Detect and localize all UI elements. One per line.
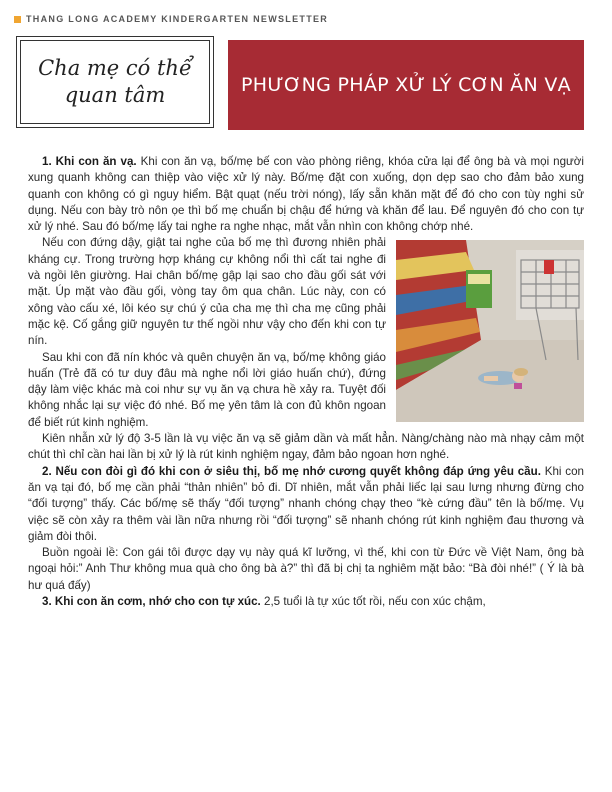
header-bullet-icon [14, 16, 21, 23]
supermarket-tantrum-photo [396, 240, 584, 422]
newsletter-title: THANG LONG ACADEMY KINDERGARTEN NEWSLETTER [26, 14, 329, 24]
paragraph-7-text: 2,5 tuổi là tự xúc tốt rồi, nếu con xúc chậm, [260, 595, 486, 609]
paragraph-7-lead: 3. Khi con ăn cơm, nhớ cho con tự xúc. [42, 595, 261, 609]
paragraph-6: Buồn ngoài lề: Con gái tôi được dạy vụ này quá kĩ lưỡng, vì thế, khi con từ Đức về Việt Nam, ông bà ngoại hỏi:” Anh Thư không mua quà cho ông bà à?” thì đã bị chị ta nghiêm mặt bảo: “Bà đòi nhé!” ( Ý là bà hư quá đấy) [28, 546, 584, 592]
section-tag [20, 40, 210, 124]
paragraph-5 [28, 464, 584, 545]
paragraph-3: Sau khi con đã nín khóc và quên chuyện ăn vạ, bố/mẹ không giáo huấn (Trẻ đã có tư duy đâu mà nghe nổi lời giáo huấn chứ), đứng dậy làm việc khác mà coi như sự vụ ăn vạ chưa hề xảy ra. Tuyệt đối không nhắc lại sự việc đó nhé. Bố mẹ yên tâm là con đủ khôn ngoan để biết rút kinh nghiệm. [28, 350, 386, 429]
paragraph-7 [28, 594, 584, 610]
article-title: PHƯƠNG PHÁP XỬ LÝ CƠN ĂN VẠ [241, 74, 571, 96]
paragraph-1-lead: 1. Khi con ăn vạ. [42, 155, 137, 168]
paragraph-5-text: Khi con ăn vạ tại đó, bố mẹ cần phải “thản nhiên” bỏ đi. Dĩ nhiên, mắt vẫn phải liếc lại sau lưng nhưng đừng cho “đối tượng” thấy. Các bố/mẹ sẽ thấy “đối tượng” nhanh chóng chạy theo “kè cứng đầu” tên là bố/mẹ. Vụ việc sẽ còn xảy ra thêm vài lần nữa nhưng rồi “đối tượng” sẽ nhanh chóng rút kinh nghiệm đau thương và giảm đòi thôi. [28, 464, 584, 543]
article-body [28, 154, 584, 610]
paragraph-1 [28, 154, 584, 235]
section-tag-text: Cha mẹ có thể quan tâm [38, 56, 192, 107]
article-banner [228, 40, 584, 130]
newsletter-header [14, 14, 328, 24]
paragraph-4: Kiên nhẫn xử lý độ 3-5 lần là vụ việc ăn vạ sẽ giảm dần và mất hẳn. Nàng/chàng nào mà nhạy cảm một chút thì chỉ cần hai lần bị xử lý là rút kinh nghiệm ngay, đảm bảo ngoan hơn nghé. [28, 432, 584, 462]
paragraph-2: Nếu con đứng dậy, giật tai nghe của bố mẹ thì đương nhiên phải kháng cự. Trong trường hợp kháng cự không nổi thì cất tai nghe đi và ngồi lên giường. Hai chân bố/mẹ gập lại sao cho đầu gối sát với mặt. Úp mặt vào đầu gối, vòng tay ôm qua chân. Lúc này, con có xông vào cấu xé, lôi kéo sự chú ý của cha mẹ thì cha mẹ cũng phải mặc kệ. Cố gắng giữ nguyên tư thế ngồi như vậy cho đến khi con tự nín. [28, 236, 386, 348]
paragraph-1-text: Khi con ăn vạ, bố/mẹ bế con vào phòng riêng, khóa cửa lại để ông bà và mọi người xung quanh không can thiệp vào việc xử lý này. Bố/mẹ đặt con xuống, dọn dẹp sao cho đảm bảo xung quanh con không có gì nguy hiểm. Bật quạt (nếu trời nóng), lấy sẵn khăn mặt để đó cho con tùy nghi sử dụng. Nếu con bày trò nôn ọe thì bố mẹ chuẩn bị chậu để hứng và khăn để lau. Để nguyên đó cho con tự xử lý nhé. Sau đó bố/mẹ lấy tai nghe ra nghe nhạc, mắt vẫn nhìn con không chớp nhé. [28, 155, 584, 234]
paragraph-5-lead: 2. Nếu con đòi gì đó khi con ở siêu thị, bố mẹ nhớ cương quyết không đáp ứng yêu cầu. [42, 464, 541, 478]
photo-illustration [396, 240, 584, 422]
